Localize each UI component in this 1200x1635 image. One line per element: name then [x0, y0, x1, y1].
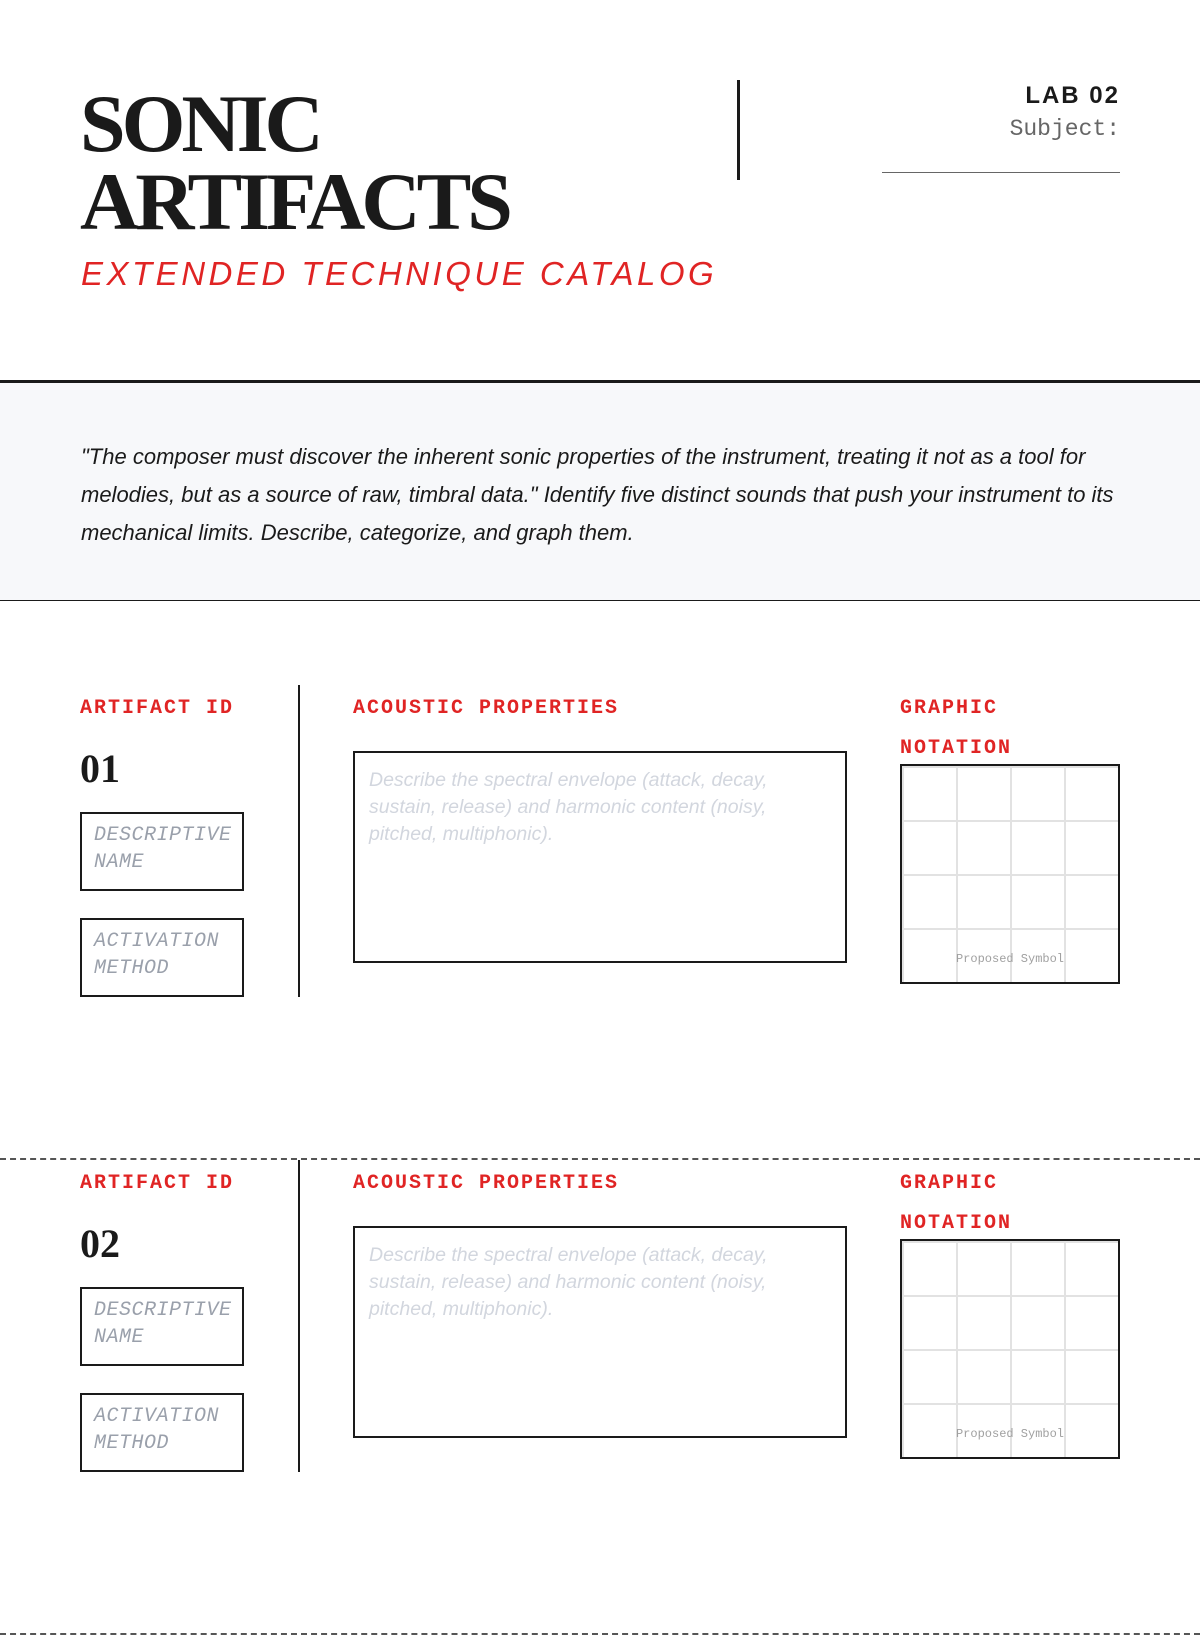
acoustic-properties-label: ACOUSTIC PROPERTIES: [353, 1172, 620, 1195]
graphic-notation-label: GRAPHIC: [900, 1172, 999, 1195]
acoustic-properties-label: ACOUSTIC PROPERTIES: [353, 697, 620, 720]
graphic-notation-label-2: NOTATION: [900, 737, 1013, 760]
page-title: [80, 78, 509, 247]
artifact-id-label: ARTIFACT ID: [80, 1172, 235, 1195]
notation-caption: Proposed Symbol: [955, 952, 1065, 966]
header-divider: [737, 80, 740, 180]
intro-quote: "The composer must discover the inherent sonic properties of the instrument, treating it not as a tool for melodies, but as a source of raw, timbral data." Identify five distinct sounds that push your instrument to its mechanical limits. Describe, categorize, and graph them.: [81, 444, 1114, 545]
acoustic-properties-field[interactable]: Describe the spectral envelope (attack, decay, sustain, release) and harmonic content (noisy, pitched, multiphonic).: [353, 1226, 847, 1438]
artifact-id-number: 02: [80, 1221, 120, 1266]
graphic-notation-grid[interactable]: [900, 764, 1120, 984]
graphic-notation-label: GRAPHIC: [900, 697, 999, 720]
intro-band: [0, 380, 1200, 601]
activation-method-field[interactable]: ACTIVATION METHOD: [80, 918, 244, 997]
acoustic-properties-field[interactable]: Describe the spectral envelope (attack, decay, sustain, release) and harmonic content (noisy, pitched, multiphonic).: [353, 751, 847, 963]
entry-divider: [298, 685, 300, 997]
lab-number: LAB 02: [1025, 82, 1120, 109]
page-subtitle: EXTENDED TECHNIQUE CATALOG: [81, 255, 718, 292]
entry-divider: [298, 1160, 300, 1472]
graphic-notation-label-2: NOTATION: [900, 1212, 1013, 1235]
graphic-notation-grid[interactable]: [900, 1239, 1120, 1459]
artifact-entry: [0, 1160, 1200, 1635]
descriptive-name-field[interactable]: DESCRIPTIVE NAME: [80, 812, 244, 891]
descriptive-name-field[interactable]: DESCRIPTIVE NAME: [80, 1287, 244, 1366]
title-line-1: SONIC: [80, 78, 320, 169]
subject-label: Subject:: [1009, 116, 1120, 142]
artifact-entry: [0, 685, 1200, 1160]
artifact-id-number: 01: [80, 746, 120, 791]
activation-method-field[interactable]: ACTIVATION METHOD: [80, 1393, 244, 1472]
subject-input-line[interactable]: [882, 172, 1120, 173]
title-line-2: ARTIFACTS: [80, 156, 509, 247]
artifact-id-label: ARTIFACT ID: [80, 697, 235, 720]
notation-caption: Proposed Symbol: [955, 1427, 1065, 1441]
page-header: [0, 0, 1200, 380]
